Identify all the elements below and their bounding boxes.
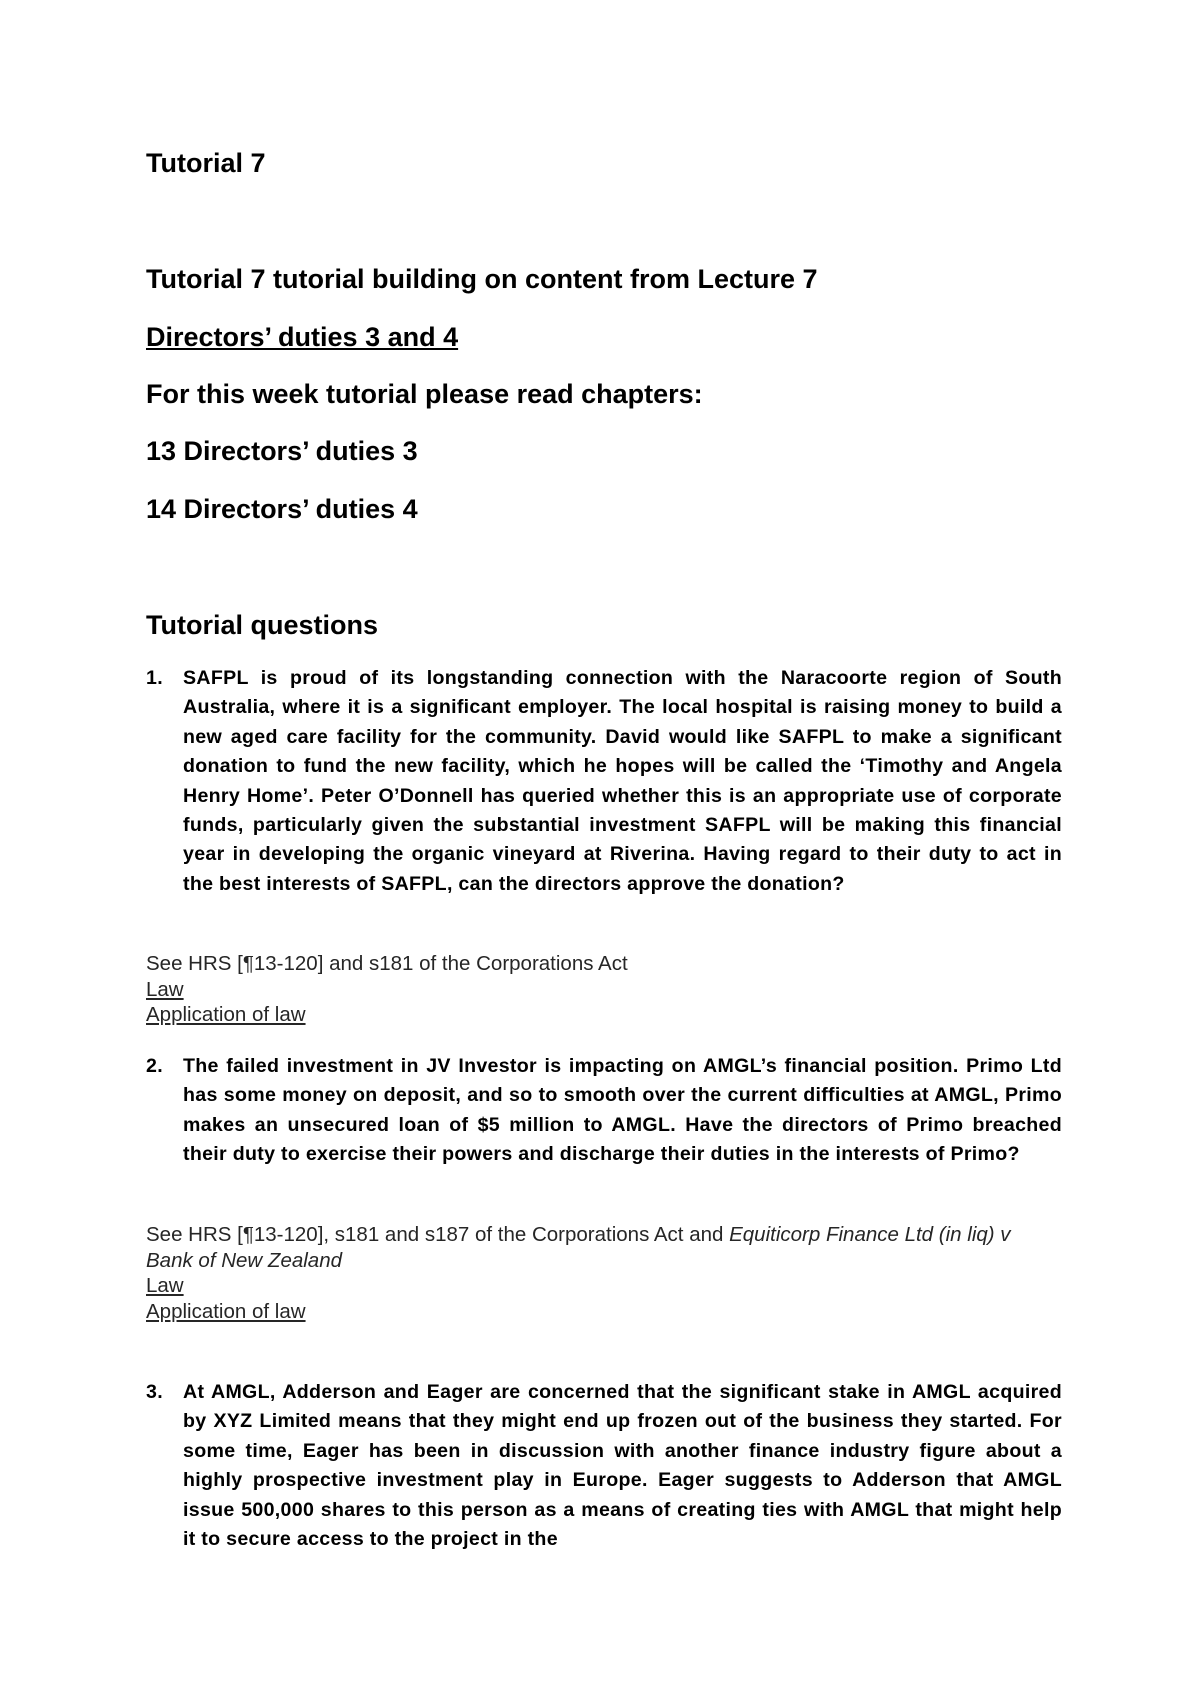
application-of-law-link[interactable]: Application of law [146,1299,306,1323]
question-number: 1. [146,667,163,689]
application-of-law-link[interactable]: Application of law [146,1003,306,1026]
question-2-references [146,1222,1062,1324]
case-name: Equiticorp Finance Ltd (in liq) v Bank of New Zealand [146,1223,1011,1272]
law-link[interactable]: Law [146,977,184,1001]
subtitle: Tutorial 7 tutorial building on content from Lecture 7 [146,264,818,294]
question-number: 3. [146,1381,163,1403]
question-text: At AMGL, Adderson and Eager are concerned that the significant stake in AMGL acquired by XYZ Limited means that they might end up frozen out of the business they started. For some time, Eager has been in discussion with another finance industry figure about a highly prospective investment play in Europe. Eager suggests to Adderson that AMGL issue 500,000 shares to this person as a means of creating ties with AMGL that might help it to secure access to the project in the [183,1381,1062,1551]
question-3 [146,1378,1062,1554]
reference-text [146,1222,1062,1273]
reading-intro: For this week tutorial please read chapters: [146,379,703,409]
question-1 [146,664,1062,899]
questions-heading: Tutorial questions [146,610,379,640]
reference-prefix: See HRS [¶13-120], s181 and s187 of the Corporations Act and [146,1223,730,1246]
chapter-item: 14 Directors’ duties 4 [146,494,418,524]
chapter-item: 13 Directors’ duties 3 [146,436,418,466]
question-2 [146,1052,1062,1170]
question-number: 2. [146,1055,163,1077]
reference-text: See HRS [¶13-120] and s181 of the Corporations Act [146,952,628,975]
question-1-references [146,951,1062,1028]
law-link[interactable]: Law [146,1274,184,1297]
question-text: The failed investment in JV Investor is impacting on AMGL’s financial position. Primo Ltd has some money on deposit, and so to smooth over the current difficulties at AMGL, Primo makes an unsecured loan of $5 million to AMGL. Have the directors of Primo breached their duty to exercise their powers and discharge their duties in the interests of Primo? [183,1055,1062,1166]
page-title: Tutorial 7 [146,148,266,178]
topic-heading: Directors’ duties 3 and 4 [146,322,459,352]
question-text: SAFPL is proud of its longstanding connection with the Naracoorte region of South Australia, where it is a significant employer. The local hospital is raising money to build a new aged care facility for the community. David would like SAFPL to make a significant donation to fund the new facility, which he hopes will be called the ‘Timothy and Angela Henry Home’. Peter O’Donnell has queried whether this is an appropriate use of corporate funds, particularly given the substantial investment SAFPL will be making this financial year in developing the organic vineyard at Riverina. Having regard to their duty to act in the best interests of SAFPL, can the directors approve the donation? [183,667,1062,895]
